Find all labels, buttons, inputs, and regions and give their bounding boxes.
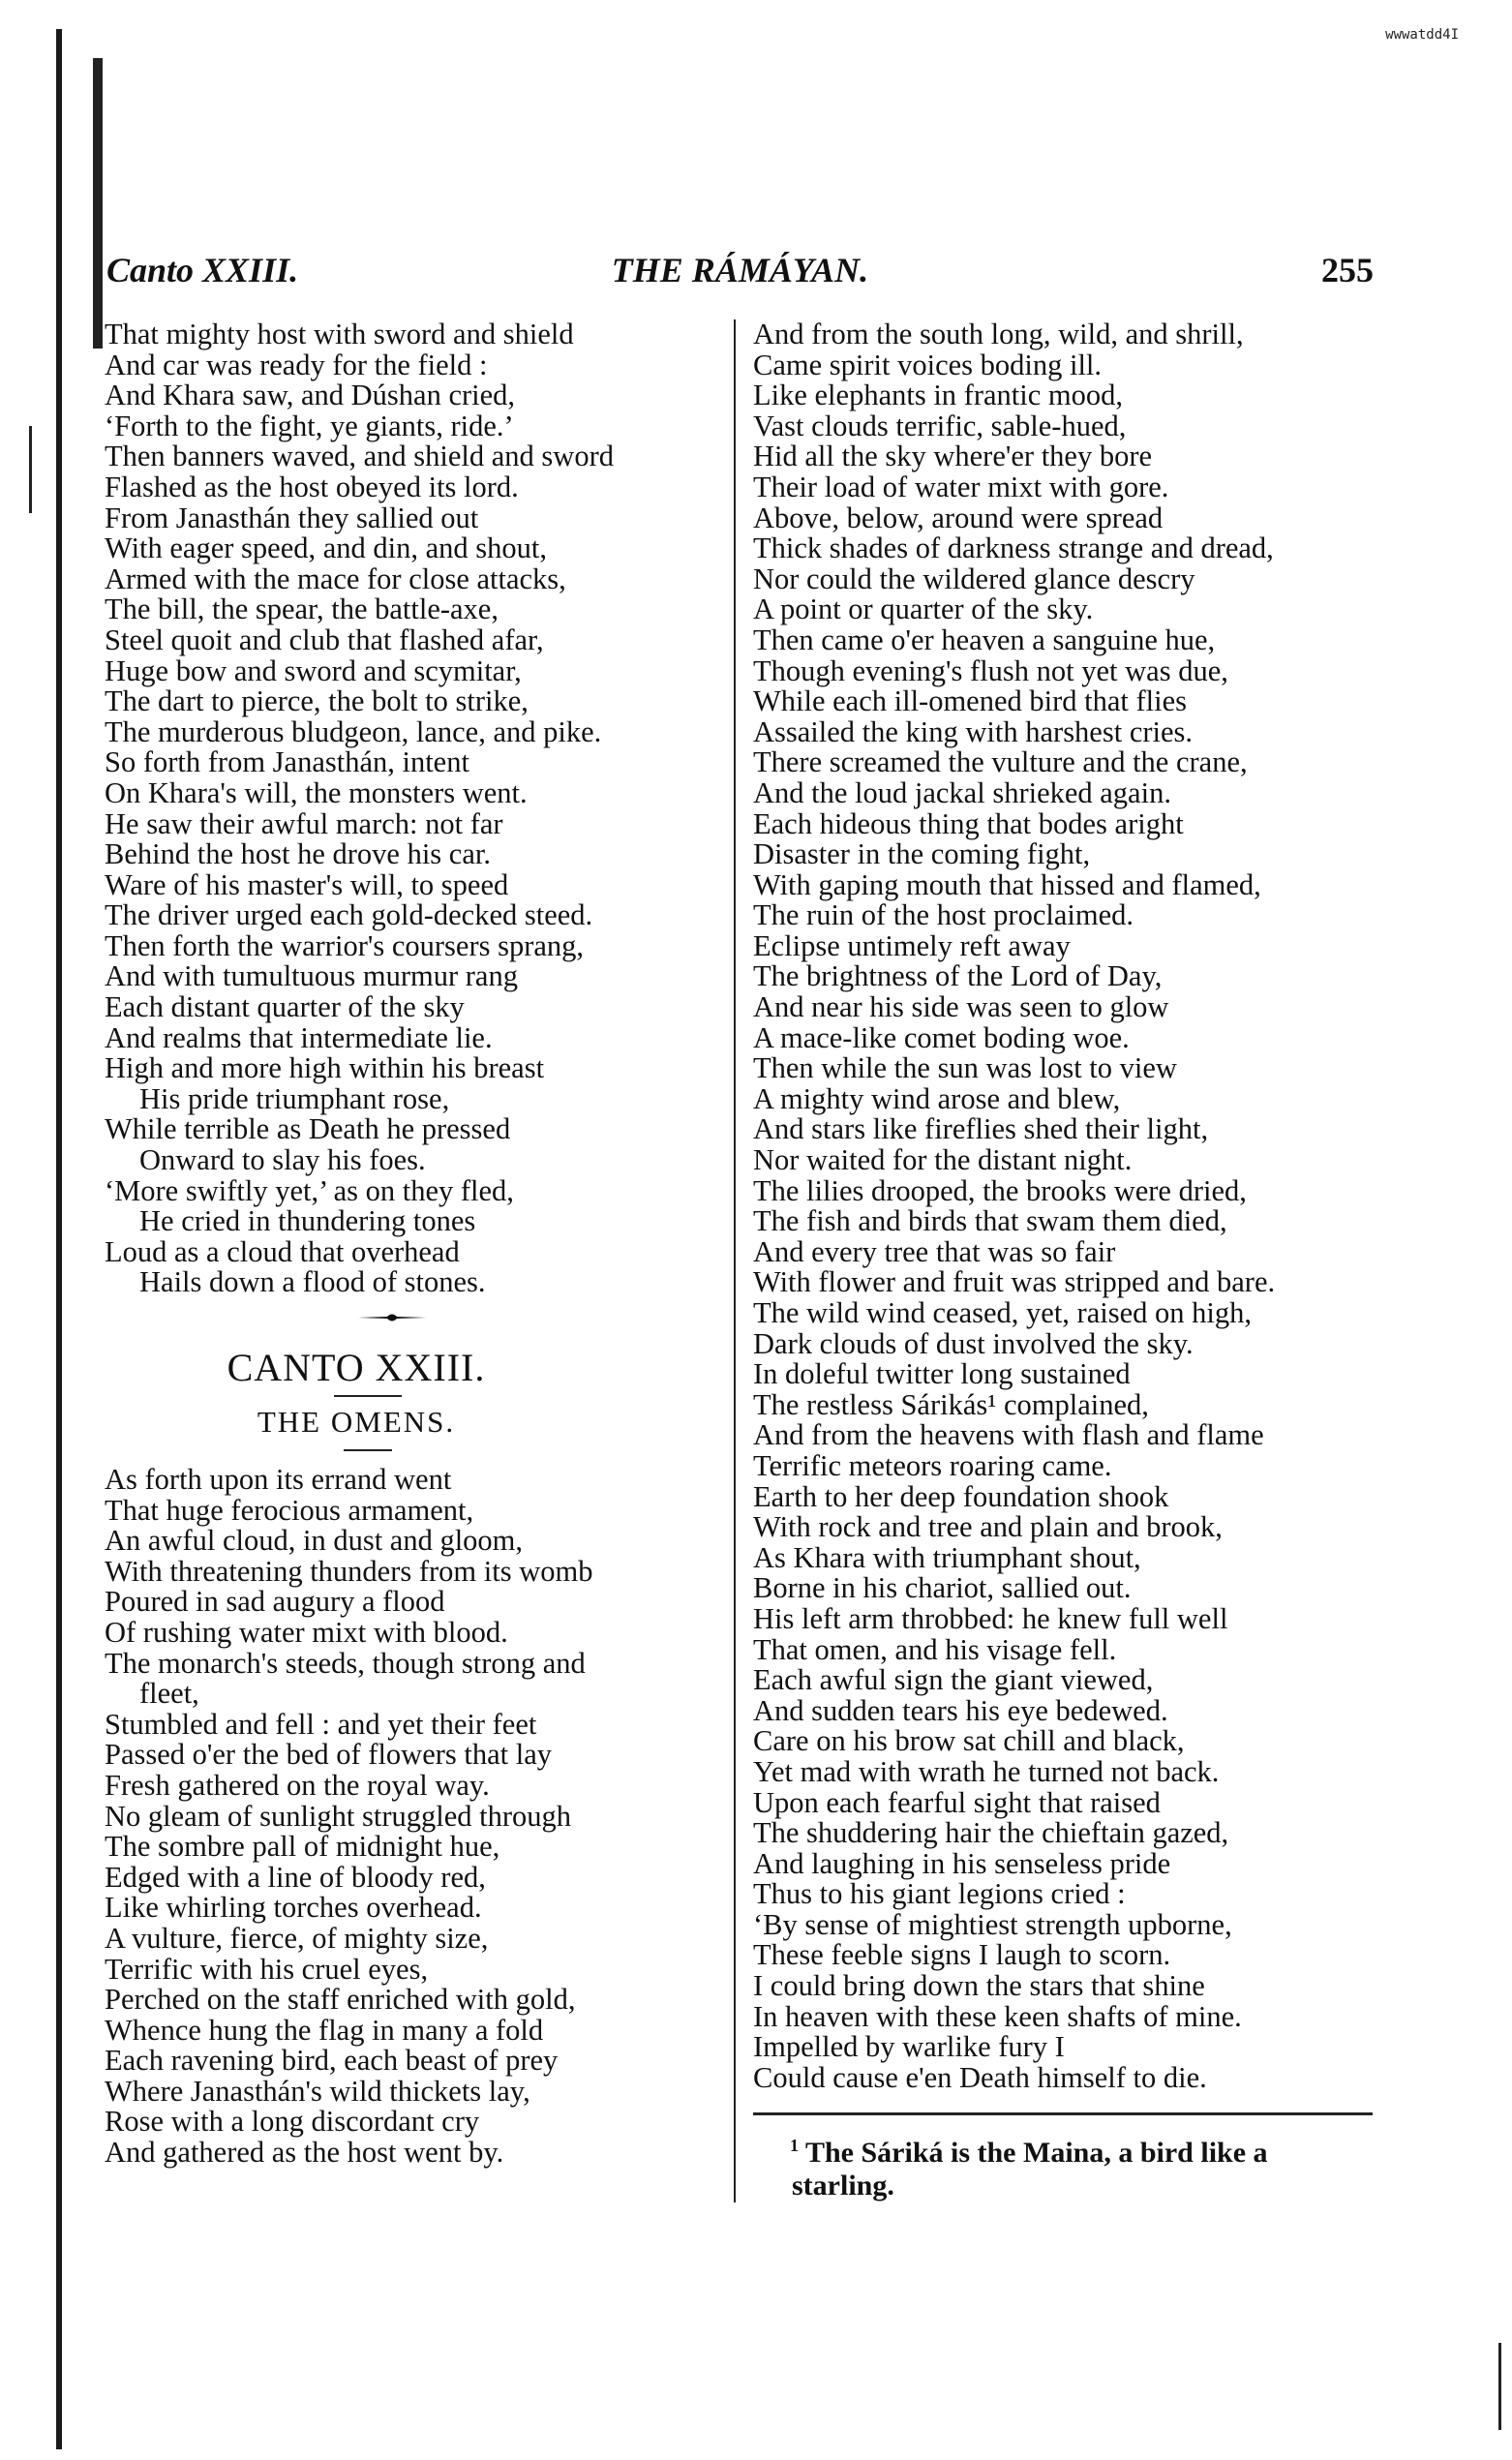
verse-line: Then while the sun was lost to view xyxy=(753,1051,1177,1085)
footnote-rule xyxy=(753,2112,1373,2115)
verse-line: A vulture, fierce, of mighty size, xyxy=(105,1921,489,1955)
verse-line: That omen, and his visage fell. xyxy=(753,1632,1117,1666)
verse-line: With threatening thunders from its womb xyxy=(105,1554,593,1588)
binding-edge xyxy=(56,29,62,2449)
divider xyxy=(344,1449,392,1451)
verse-line: Borne in his chariot, sallied out. xyxy=(753,1571,1132,1605)
verse-line: While terrible as Death he pressed xyxy=(105,1112,511,1146)
verse-line: An awful cloud, in dust and gloom, xyxy=(105,1524,524,1558)
running-head xyxy=(106,250,1374,298)
verse-line: On Khara's will, the monsters went. xyxy=(105,775,528,809)
verse-line: And realms that intermediate lie. xyxy=(105,1020,493,1054)
verse-line: And every tree that was so fair xyxy=(753,1234,1116,1268)
verse-line: Behind the host he drove his car. xyxy=(105,837,491,871)
verse-line: Though evening's flush not yet was due, xyxy=(753,653,1228,687)
verse-line: And from the south long, wild, and shrill, xyxy=(753,318,1244,350)
verse-line: And with tumultuous murmur rang xyxy=(105,959,518,993)
verse-line: Came spirit voices boding ill. xyxy=(753,348,1103,381)
verse-line: Steel quoit and club that flashed afar, xyxy=(105,623,544,656)
verse-line: Edged with a line of bloody red, xyxy=(105,1860,486,1894)
verse-line: ‘Forth to the fight, ye giants, ride.’ xyxy=(105,409,514,442)
verse-line: Terrific meteors roaring came. xyxy=(753,1448,1112,1482)
verse-line: The dart to pierce, the bolt to strike, xyxy=(105,684,529,718)
verse-line: Fresh gathered on the royal way. xyxy=(105,1768,490,1802)
verse-line: Nor could the wildered glance descry xyxy=(753,562,1195,595)
verse-line: And Khara saw, and Dúshan cried, xyxy=(105,379,516,412)
verse-line: In heaven with these keen shafts of mine. xyxy=(753,1999,1242,2033)
verse-line: A mace-like comet boding woe. xyxy=(753,1020,1130,1054)
verse-line: With rock and tree and plain and brook, xyxy=(753,1510,1223,1544)
verse-line: Yet mad with wrath he turned not back. xyxy=(753,1754,1220,1788)
verse-line: High and more high within his breast xyxy=(105,1051,545,1085)
verse-line: The fish and birds that swam them died, xyxy=(753,1204,1227,1238)
verse-line: Assailed the king with harshest cries. xyxy=(753,714,1194,748)
verse-line: Dark clouds of dust involved the sky. xyxy=(753,1326,1194,1360)
verse-line: That huge ferocious armament, xyxy=(105,1493,474,1527)
verse-line: Eclipse untimely reft away xyxy=(753,928,1071,962)
verse-line: Then forth the warrior's coursers sprang, xyxy=(105,928,585,962)
verse-line: Then banners waved, and shield and sword xyxy=(105,440,614,473)
margin-mark xyxy=(1498,2343,1501,2430)
verse-line: The wild wind ceased, yet, raised on high, xyxy=(753,1296,1252,1329)
verse-line: A mighty wind arose and blew, xyxy=(753,1081,1121,1115)
verse-line: Above, below, around were spread xyxy=(753,501,1164,534)
verse-line: Of rushing water mixt with blood. xyxy=(105,1615,508,1649)
verse-line: With eager speed, and din, and shout, xyxy=(105,531,547,565)
verse-line: And from the heavens with flash and flame xyxy=(753,1418,1264,1452)
verse-line: ‘By sense of mightiest strength upborne, xyxy=(753,1907,1232,1941)
verse-line: Poured in sad augury a flood xyxy=(105,1585,445,1619)
verse-line: His left arm throbbed: he knew full well xyxy=(753,1601,1228,1635)
verse-line: Where Janasthán's wild thickets lay, xyxy=(105,2074,530,2108)
verse-line: While each ill-omened bird that flies xyxy=(753,684,1188,718)
verse-line: Each awful sign the giant viewed, xyxy=(753,1663,1154,1697)
verse-line: There screamed the vulture and the crane, xyxy=(753,745,1248,779)
verse-line: No gleam of sunlight struggled through xyxy=(105,1799,572,1833)
verse-line: The restless Sárikás¹ complained, xyxy=(753,1387,1149,1421)
verse-block xyxy=(753,319,1373,2093)
verse-line: Care on his brow sat chill and black, xyxy=(753,1724,1185,1758)
verse-line: The monarch's steeds, though strong and xyxy=(105,1646,586,1680)
verse-line: And stars like fireflies shed their light, xyxy=(753,1112,1209,1146)
verse-line: And laughing in his senseless pride xyxy=(753,1846,1171,1880)
verse-line: The bill, the spear, the battle-axe, xyxy=(105,592,499,626)
footnote-marker: 1 xyxy=(790,2136,799,2156)
verse-line: That mighty host with sword and shield xyxy=(105,318,574,350)
left-column xyxy=(105,319,724,2169)
verse-line: He saw their awful march: not far xyxy=(105,806,503,840)
verse-line: Hails down a flood of stones. xyxy=(139,1265,486,1299)
margin-mark xyxy=(29,426,32,513)
running-head-canto: Canto XXIII. xyxy=(106,251,299,289)
verse-line: And sudden tears his eye bedewed. xyxy=(753,1693,1168,1727)
verse-line: Thick shades of darkness strange and dread, xyxy=(753,531,1274,565)
verse-line: And the loud jackal shrieked again. xyxy=(753,775,1171,809)
verse-line: I could bring down the stars that shine xyxy=(753,1969,1205,2003)
verse-line: Disaster in the coming fight, xyxy=(753,837,1091,871)
verse-line: With gaping mouth that hissed and flamed, xyxy=(753,867,1261,901)
verse-line: In doleful twitter long sustained xyxy=(753,1357,1131,1391)
verse-line: Perched on the staff enriched with gold, xyxy=(105,1983,576,2017)
verse-line: Ware of his master's will, to speed xyxy=(105,867,509,901)
verse-line: The ruin of the host proclaimed. xyxy=(753,898,1134,932)
verse-line: The murderous bludgeon, lance, and pike. xyxy=(105,714,602,748)
fleuron-icon xyxy=(358,1312,426,1323)
verse-line: As Khara with triumphant shout, xyxy=(753,1540,1141,1574)
verse-line: Like whirling torches overhead. xyxy=(105,1891,482,1925)
verse-line: Armed with the mace for close attacks, xyxy=(105,562,566,595)
verse-block xyxy=(105,319,724,1298)
verse-line: Impelled by warlike fury I xyxy=(753,2030,1065,2064)
verse-line: The shuddering hair the chieftain gazed, xyxy=(753,1816,1229,1850)
verse-line: The brightness of the Lord of Day, xyxy=(753,959,1163,993)
right-column xyxy=(753,319,1373,2202)
verse-line: Terrific with his cruel eyes, xyxy=(105,1952,429,1986)
verse-line: Upon each fearful sight that raised xyxy=(753,1785,1161,1819)
page-number: 255 xyxy=(1321,251,1374,289)
verse-line: Stumbled and fell : and yet their feet xyxy=(105,1707,537,1741)
verse-line: Thus to his giant legions cried : xyxy=(753,1877,1126,1911)
verse-line: And near his side was seen to glow xyxy=(753,990,1169,1024)
verse-line: Each hideous thing that bodes aright xyxy=(753,806,1184,840)
verse-line: Rose with a long discordant cry xyxy=(105,2105,480,2139)
verse-line: Earth to her deep foundation shook xyxy=(753,1479,1169,1513)
verse-line: Each ravening bird, each beast of prey xyxy=(105,2044,559,2078)
verse-line: Loud as a cloud that overhead xyxy=(105,1234,460,1268)
verse-line: fleet, xyxy=(139,1677,199,1711)
verse-line: Passed o'er the bed of flowers that lay xyxy=(105,1738,553,1772)
scan-code: wwwatdd4I xyxy=(1385,27,1459,43)
verse-line: Nor waited for the distant night. xyxy=(753,1143,1133,1177)
verse-line: These feeble signs I laugh to scorn. xyxy=(753,1938,1171,1972)
column-divider xyxy=(734,319,736,2202)
divider xyxy=(334,1395,402,1397)
running-head-title: THE RÁMÁYAN. xyxy=(611,251,869,289)
footnote xyxy=(753,2129,1373,2202)
verse-line: From Janasthán they sallied out xyxy=(105,501,479,534)
verse-block xyxy=(105,1465,724,2169)
verse-line: Could cause e'en Death himself to die. xyxy=(753,2060,1207,2094)
canto-subtitle: THE OMENS. xyxy=(257,1405,456,1439)
verse-line: Onward to slay his foes. xyxy=(139,1143,426,1177)
verse-line: And car was ready for the field : xyxy=(105,348,488,381)
verse-line: With flower and fruit was stripped and bare. xyxy=(753,1265,1276,1299)
verse-line: A point or quarter of the sky. xyxy=(753,592,1094,626)
verse-line: The driver urged each gold-decked steed. xyxy=(105,898,593,932)
verse-line: Hid all the sky where'er they bore xyxy=(753,440,1153,473)
verse-line: And gathered as the host went by. xyxy=(105,2136,504,2170)
verse-line: Their load of water mixt with gore. xyxy=(753,470,1169,503)
verse-line: Vast clouds terrific, sable-hued, xyxy=(753,409,1127,442)
footnote-text: The Sáriká is the Maina, a bird like a starling. xyxy=(792,2137,1268,2202)
verse-line: So forth from Janasthán, intent xyxy=(105,745,469,779)
canto-title: CANTO XXIII. xyxy=(227,1346,486,1389)
verse-line: Huge bow and sword and scymitar, xyxy=(105,653,522,687)
fleuron-ornament xyxy=(105,1298,724,1337)
verse-line: Like elephants in frantic mood, xyxy=(753,379,1123,412)
verse-line: Then came o'er heaven a sanguine hue, xyxy=(753,623,1216,656)
verse-line: ‘More swiftly yet,’ as on they fled, xyxy=(105,1173,514,1207)
verse-line: Whence hung the flag in many a fold xyxy=(105,2013,544,2047)
verse-line: His pride triumphant rose, xyxy=(139,1081,450,1115)
binding-shadow xyxy=(93,58,103,349)
verse-line: Each distant quarter of the sky xyxy=(105,990,465,1024)
verse-line: He cried in thundering tones xyxy=(139,1204,476,1238)
verse-line: Flashed as the host obeyed its lord. xyxy=(105,470,519,503)
verse-line: As forth upon its errand went xyxy=(105,1463,452,1496)
verse-line: The sombre pall of midnight hue, xyxy=(105,1830,500,1864)
verse-line: The lilies drooped, the brooks were dried, xyxy=(753,1173,1247,1207)
